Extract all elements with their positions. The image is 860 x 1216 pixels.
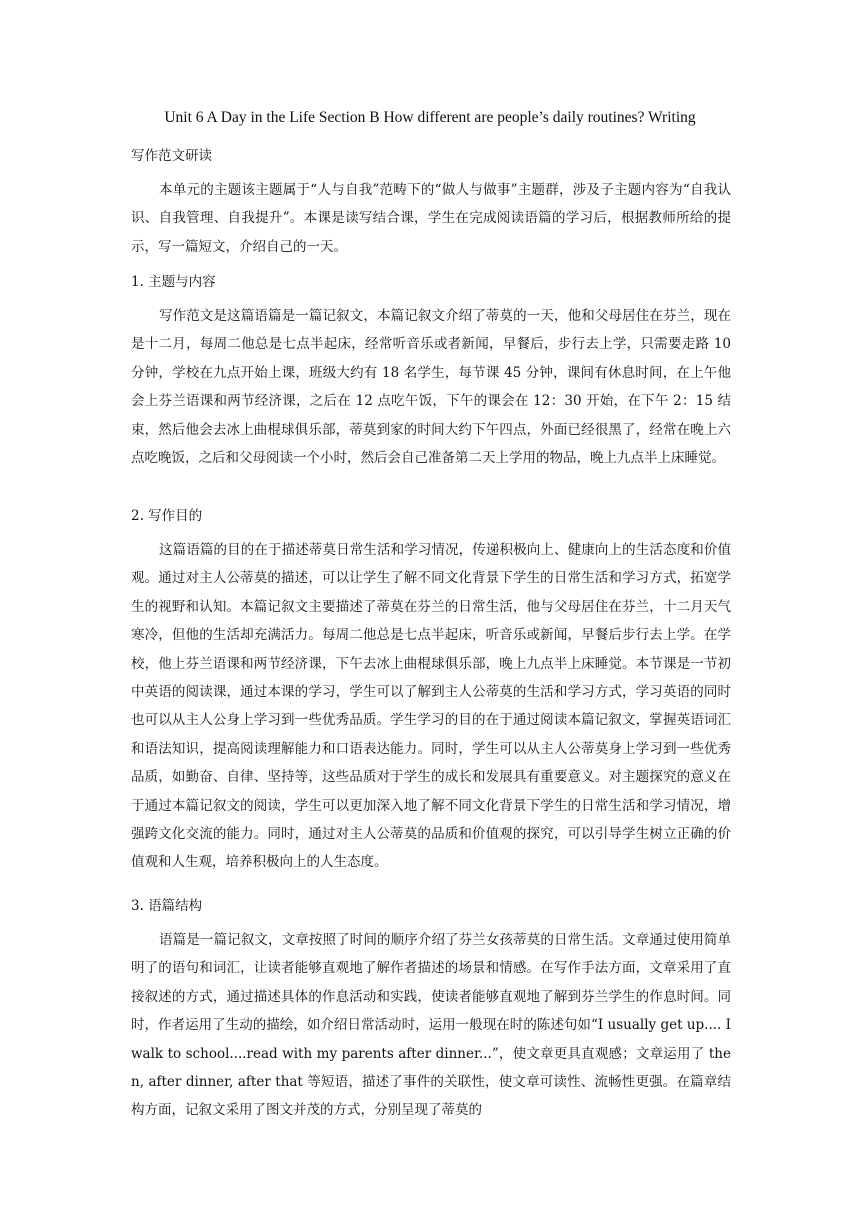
section-label: 写作范文研读 <box>131 148 212 164</box>
section-body-theme: 写作范文是这篇语篇是一篇记叙文，本篇记叙文介绍了蒂莫的一天，他和父母居住在芬兰，现在是十二月，每周二他总是七点半起床，经常听音乐或者新闻，早餐后，步行去上学，只需要走路 10 分钟，学校在九点开始上课，班级大约有 18 名学生，每节课 45 分钟，课间有休息时间，在上午他会上芬兰语课和两节经济课，之后在 12 点吃午饭，下午的课会在 12：30 开始，在下午 2：15 结束，然后他会去冰上曲棍球俱乐部，蒂莫到家的时间大约下午四点，外面已经很黑了，经常在晚上六点吃晚饭，之后和父母阅读一个小时，然后会自己准备第二天上学用的物品，晚上九点半上床睡觉。 <box>131 308 731 467</box>
section-body-purpose: 这篇语篇的目的在于描述蒂莫日常生活和学习情况，传递积极向上、健康向上的生活态度和价值观。通过对主人公蒂莫的描述，可以让学生了解不同文化背景下学生的日常生活和学习方式，拓宽学生的视野和认知。本篇记叙文主要描述了蒂莫在芬兰的日常生活，他与父母居住在芬兰，十二月天气寒冷，但他的生活却充满活力。每周二他总是七点半起床，听音乐或新闻，早餐后步行去上学。在学校，他上芬兰语课和两节经济课，下午去冰上曲棍球俱乐部，晚上九点半上床睡觉。本节课是一节初中英语的阅读课，通过本课的学习，学生可以了解到主人公蒂莫的生活和学习方式，学习英语的同时也可以从主人公身上学习到一些优秀品质。学生学习的目的在于通过阅读本篇记叙文，掌握英语词汇和语法知识，提高阅读理解能力和口语表达能力。同时，学生可以从主人公蒂莫身上学习到一些优秀品质，如勤奋、自律、坚持等，这些品质对于学生的成长和发展具有重要意义。对主题探究的意义在于通过本篇记叙文的阅读，学生可以更加深入地了解不同文化背景下学生的日常生活和学习情况，增强跨文化交流的能力。同时，通过对主人公蒂莫的品质和价值观的探究，可以引导学生树立正确的价值观和人生观，培养积极向上的人生态度。 <box>131 542 731 871</box>
intro-paragraph: 本单元的主题该主题属于“人与自我”范畴下的“做人与做事”主题群，涉及子主题内容为“自我认识、自我管理、自我提升”。本课是读写结合课，学生在完成阅读语篇的学习后，根据教师所给的提示，写一篇短文，介绍自己的一天。 <box>131 182 731 255</box>
section-body-structure: 语篇是一篇记叙文，文章按照了时间的顺序介绍了芬兰女孩蒂莫的日常生活。文章通过使用简单明了的语句和词汇，让读者能够直观地了解作者描述的场景和情感。在写作手法方面，文章采用了直接叙述的方式，通过描述具体的作息活动和实践，使读者能够直观地了解到芬兰学生的作息时间。同时，作者运用了生动的描绘，如介绍日常活动时，运用一般现在时的陈述句如“I usually get up.... I walk to school....read with my parents after dinner...”，使文章更具直观感；文章运用了 then, after dinner, after that 等短语，描述了事件的关联性，使文章可读性、流畅性更强。在篇章结构方面，记叙文采用了图文并茂的方式，分别呈现了蒂莫的 <box>131 932 731 1119</box>
document-title: Unit 6 A Day in the Life Section B How different are people’s daily routines? Writing <box>164 109 696 126</box>
section-heading-structure: 3. 语篇结构 <box>131 898 203 914</box>
section-heading-purpose: 2. 写作目的 <box>131 508 203 524</box>
section-heading-theme: 1. 主题与内容 <box>131 274 216 290</box>
